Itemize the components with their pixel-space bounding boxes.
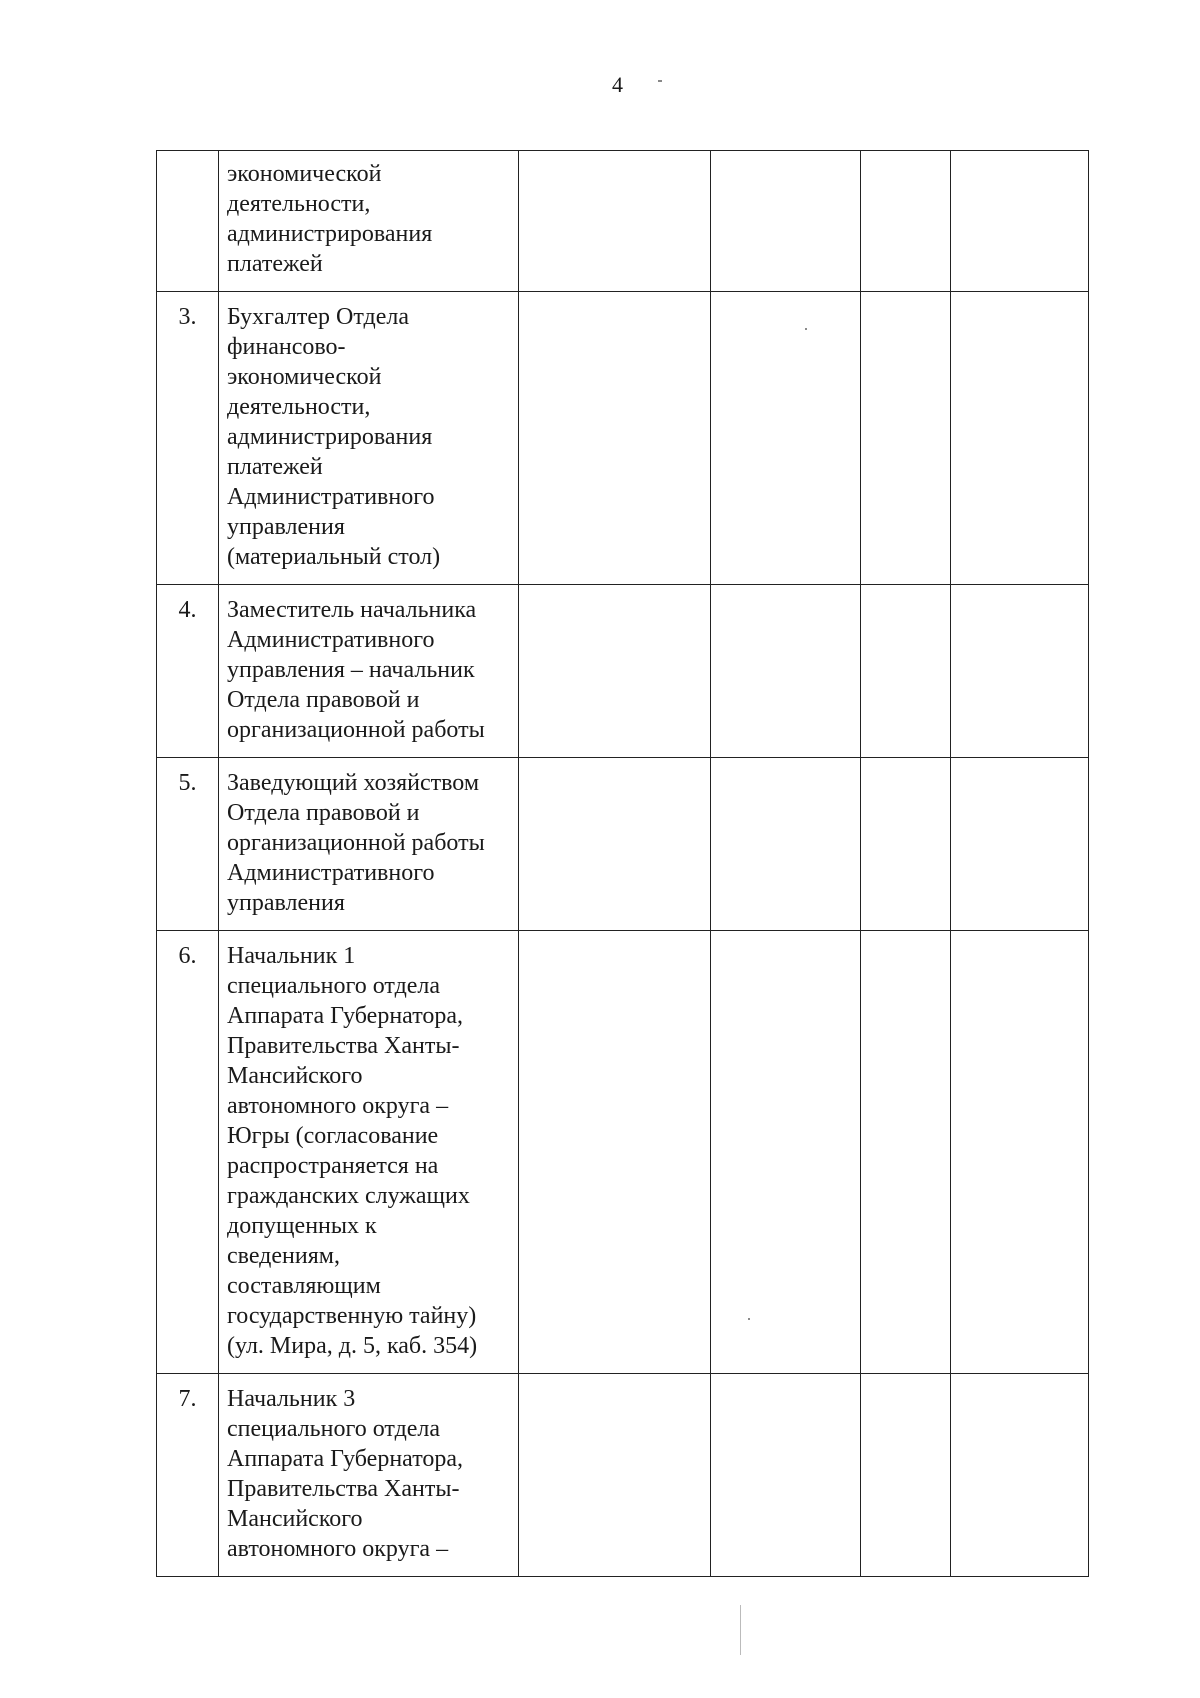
empty-cell (711, 151, 861, 292)
row-number: 4. (157, 585, 219, 758)
empty-cell (711, 292, 861, 585)
empty-cell (861, 151, 951, 292)
row-number: 7. (157, 1374, 219, 1577)
page-number: 4 (612, 72, 623, 97)
scan-mark (658, 80, 662, 82)
empty-cell (519, 292, 711, 585)
position-cell: Начальник 3 специального отдела Аппарата Губернатора, Правительства Ханты- Мансийского автономного округа – (219, 1374, 519, 1577)
position-cell: Бухгалтер Отдела финансово- экономической деятельности, администрирования платежей Административного управления (материальный стол) (219, 292, 519, 585)
table-row (157, 292, 1089, 585)
empty-cell (861, 758, 951, 931)
empty-cell (951, 758, 1089, 931)
scan-artifact (740, 1605, 741, 1655)
empty-cell (711, 931, 861, 1374)
position-cell: экономической деятельности, администрирования платежей (219, 151, 519, 292)
scan-speck (748, 1318, 750, 1320)
empty-cell (951, 931, 1089, 1374)
row-number: 3. (157, 292, 219, 585)
empty-cell (519, 758, 711, 931)
empty-cell (951, 1374, 1089, 1577)
empty-cell (951, 585, 1089, 758)
empty-cell (711, 585, 861, 758)
table-row (157, 931, 1089, 1374)
empty-cell (951, 292, 1089, 585)
table-row (157, 758, 1089, 931)
row-number: 5. (157, 758, 219, 931)
table-row (157, 151, 1089, 292)
empty-cell (519, 931, 711, 1374)
scan-speck (805, 328, 807, 330)
empty-cell (861, 585, 951, 758)
table-row (157, 1374, 1089, 1577)
empty-cell (519, 151, 711, 292)
table-row (157, 585, 1089, 758)
empty-cell (861, 292, 951, 585)
empty-cell (519, 585, 711, 758)
position-cell: Заместитель начальника Административного управления – начальник Отдела правовой и организационной работы (219, 585, 519, 758)
empty-cell (711, 758, 861, 931)
empty-cell (951, 151, 1089, 292)
row-number: 6. (157, 931, 219, 1374)
empty-cell (861, 1374, 951, 1577)
empty-cell (711, 1374, 861, 1577)
row-number (157, 151, 219, 292)
approval-table (156, 150, 1088, 1577)
position-cell: Заведующий хозяйством Отдела правовой и организационной работы Административного управления (219, 758, 519, 931)
empty-cell (519, 1374, 711, 1577)
position-cell: Начальник 1 специального отдела Аппарата Губернатора, Правительства Ханты- Мансийского автономного округа – Югры (согласование распространяется на гражданских служащих допущенных к сведениям, составляющим государственную тайну) (ул. Мира, д. 5, каб. 354) (219, 931, 519, 1374)
empty-cell (861, 931, 951, 1374)
